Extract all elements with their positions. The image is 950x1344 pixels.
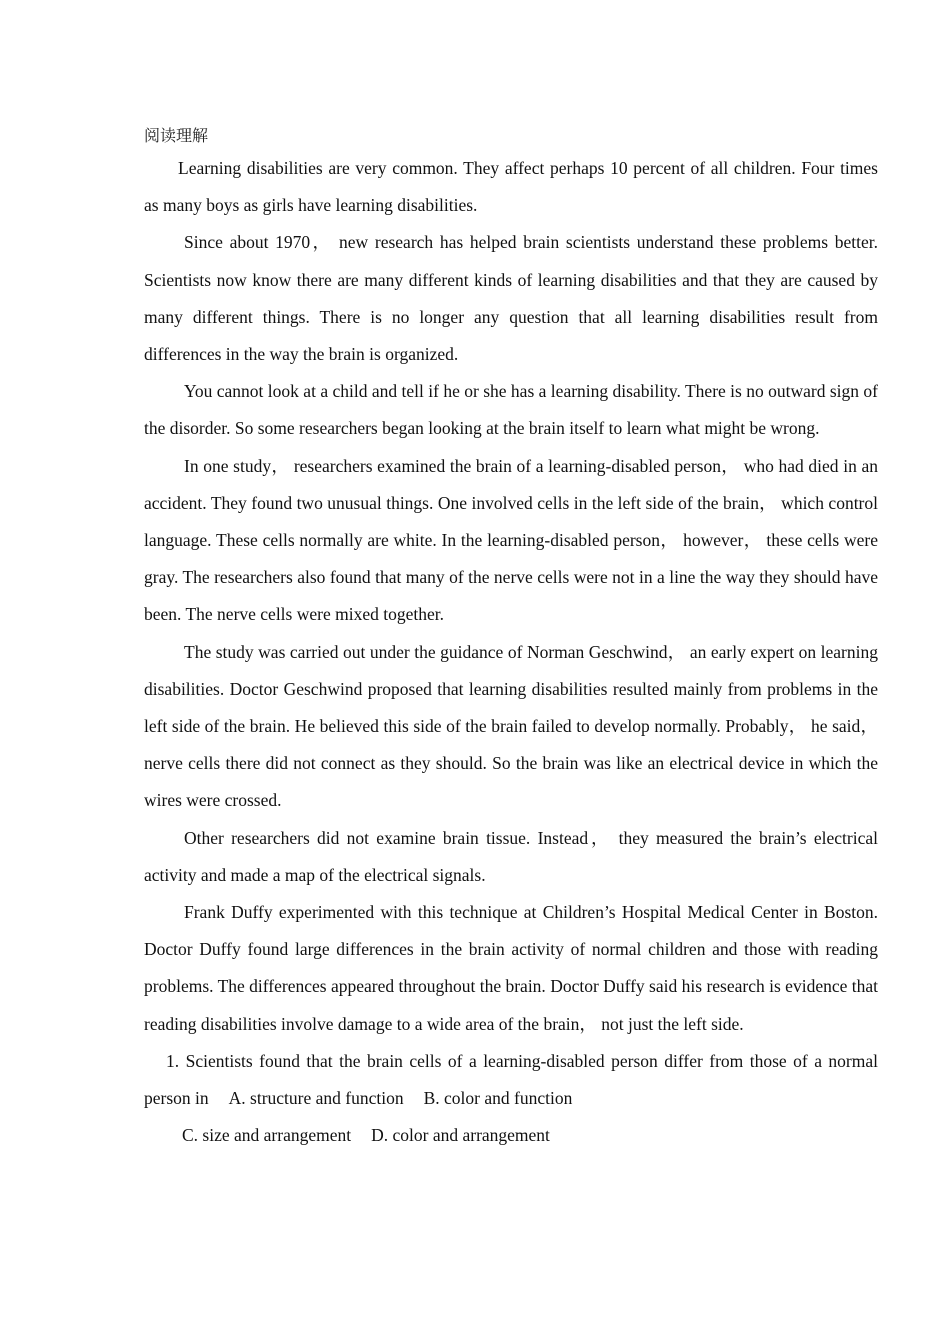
paragraph-3: You cannot look at a child and tell if he or she has a learning disability. There is no outward sign of the disorder. So some researchers began looking at the brain itself to learn what might be wrong. xyxy=(144,381,878,439)
question-1 xyxy=(144,1043,878,1117)
option-a: A. structure and function xyxy=(228,1088,404,1109)
paragraph-4: In one study， researchers examined the brain of a learning-disabled person， who had died in an accident. They found two unusual things. One involved cells in the left side of the brain， which control language. These cells normally are white. In the learning-disabled person， however， these cells were gray. The researchers also found that many of the nerve cells were not in a line the way they should have been. The nerve cells were mixed together. xyxy=(144,455,878,625)
question-stem: 1. Scientists found that the brain cells of a learning-disabled person differ from those of a normal person in xyxy=(144,1050,878,1109)
section-heading: 阅读理解 xyxy=(144,128,209,145)
paragraph-7: Frank Duffy experimented with this technique at Children’s Hospital Medical Center in Boston. Doctor Duffy found large differences in the brain activity of normal children and those with reading problems. The differences appeared throughout the brain. Doctor Duffy said his research is evidence that reading disabilities involve damage to a wide area of the brain， not just the left side. xyxy=(144,902,878,1034)
option-c: C. size and arrangement xyxy=(182,1125,352,1146)
option-d: D. color and arrangement xyxy=(371,1125,550,1146)
paragraph-1: Learning disabilities are very common. They affect perhaps 10 percent of all children. Four times as many boys as girls have learning disabilities. xyxy=(144,158,878,216)
option-b: B. color and function xyxy=(423,1088,573,1109)
document-page xyxy=(144,124,878,1154)
paragraph-2: Since about 1970， new research has helped brain scientists understand these problems better. Scientists now know there are many different kinds of learning disabilities and that they are caused by many different things. There is no longer any question that all learning disabilities result from differences in the way the brain is organized. xyxy=(144,232,878,365)
paragraph-6: Other researchers did not examine brain tissue. Instead， they measured the brain’s electrical activity and made a map of the electrical signals. xyxy=(144,827,878,885)
paragraph-5: The study was carried out under the guidance of Norman Geschwind， an early expert on learning disabilities. Doctor Geschwind proposed that learning disabilities resulted mainly from problems in the left side of the brain. He believed this side of the brain failed to develop normally. Probably， he said， nerve cells there did not connect as they should. So the brain was like an electrical device in which the wires were crossed. xyxy=(144,641,878,811)
question-1-options-row xyxy=(144,1117,878,1154)
